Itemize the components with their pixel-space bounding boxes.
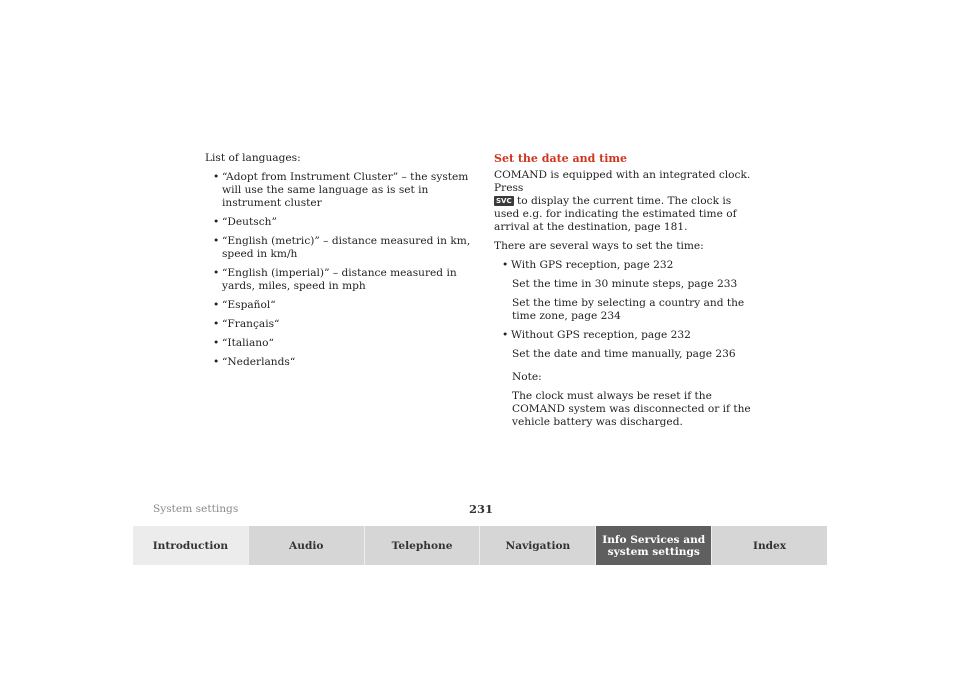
note-label: Note:	[512, 371, 542, 383]
bullet-icon: •	[502, 259, 509, 271]
ways-intro: There are several ways to set the time:	[494, 240, 704, 252]
list-item: • “Adopt from Instrument Cluster” – the system will use the same language as is set in instrument cluster	[213, 171, 469, 209]
list-item: • “English (metric)” – distance measured in km, speed in km/h	[213, 235, 471, 260]
time-setting-list	[494, 259, 759, 272]
bullet-icon: •	[213, 299, 220, 311]
list-item: • “Italiano“	[213, 337, 274, 349]
list-item: • “Deutsch”	[213, 216, 277, 228]
bullet-icon: •	[213, 235, 220, 247]
bullet-icon: •	[213, 267, 220, 279]
note-text: The clock must always be reset if the COMAND system was disconnected or if the vehicle battery was discharged.	[512, 390, 751, 428]
bullet-icon: •	[213, 216, 220, 228]
bullet-icon: •	[213, 337, 220, 349]
list-item: • Without GPS reception, page 232	[502, 329, 691, 341]
list-item: • “Nederlands“	[213, 356, 296, 368]
footer-section-title: System settings	[153, 503, 239, 515]
tab-index[interactable]: Index	[712, 526, 827, 565]
sub-option: Set the time by selecting a country and the time zone, page 234	[512, 297, 745, 322]
bullet-icon: •	[213, 356, 220, 368]
clock-description: COMAND is equipped with an integrated clock. Press SVC to display the current time. The clock is used e.g. for indicating the estimated time of arrival at the destination, page 181.	[494, 169, 751, 233]
bullet-icon: •	[213, 171, 220, 183]
tab-telephone[interactable]: Telephone	[365, 526, 481, 565]
section-heading: Set the date and time	[494, 152, 628, 165]
language-list-intro: List of languages:	[205, 152, 301, 164]
tab-info-services[interactable]: Info Services and system settings	[596, 526, 712, 565]
sub-option: Set the time in 30 minute steps, page 233	[512, 278, 738, 290]
list-item: • With GPS reception, page 232	[502, 259, 674, 271]
list-item: • “Español“	[213, 299, 276, 311]
svc-key-icon: SVC	[496, 197, 512, 205]
language-list-column	[205, 152, 475, 375]
language-list	[205, 171, 475, 369]
list-item: • “English (imperial)” – distance measured in yards, miles, speed in mph	[213, 267, 457, 292]
date-time-column	[494, 152, 759, 435]
chapter-tabs	[133, 526, 827, 565]
page-number: 231	[469, 502, 494, 516]
tab-introduction[interactable]: Introduction	[133, 526, 249, 565]
bullet-icon: •	[502, 329, 509, 341]
time-setting-list	[494, 329, 759, 342]
sub-option: Set the date and time manually, page 236	[512, 348, 736, 360]
tab-audio[interactable]: Audio	[249, 526, 365, 565]
tab-navigation[interactable]: Navigation	[480, 526, 596, 565]
bullet-icon: •	[213, 318, 220, 330]
list-item: • “Français“	[213, 318, 280, 330]
